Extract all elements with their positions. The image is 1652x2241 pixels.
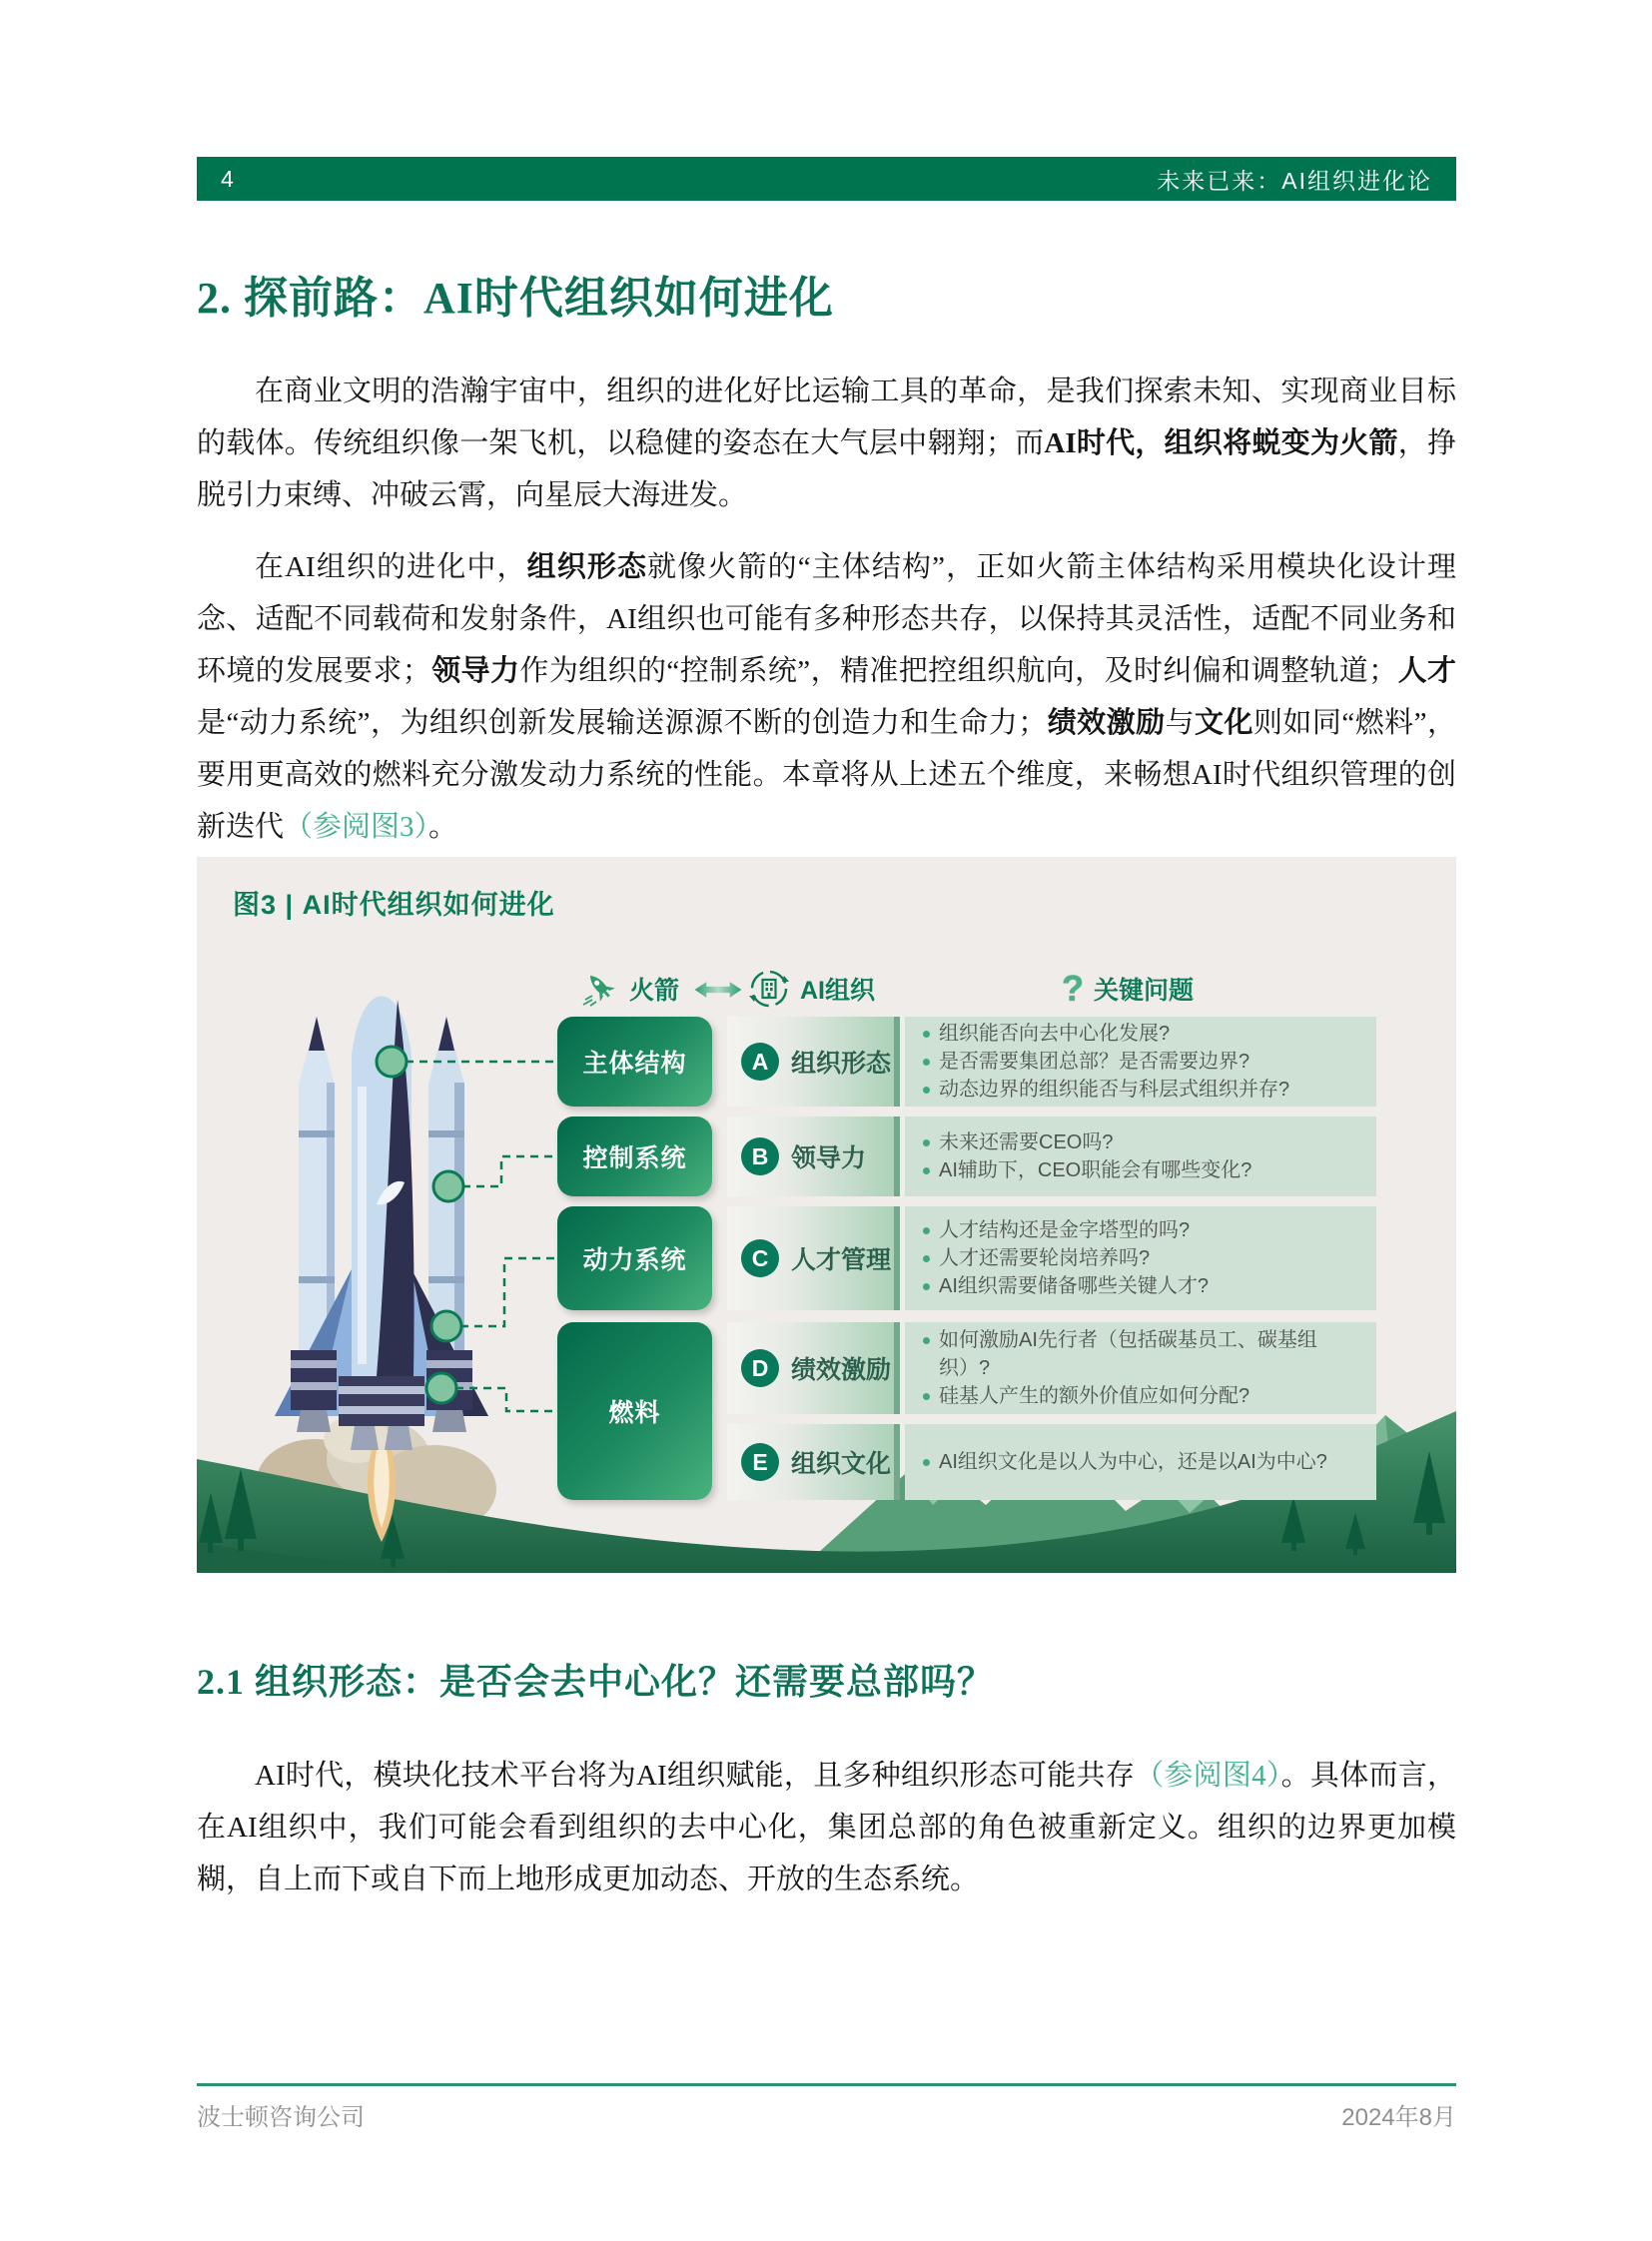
footer-date: 2024年8月 <box>1341 2104 1456 2131</box>
question-item: 如何激励AI先行者（包括碳基员工、碳基组织）? <box>923 1326 1364 1382</box>
double-arrow-icon <box>693 978 743 1002</box>
aspect-cell-incentives <box>727 1322 900 1414</box>
part-label: 燃料 <box>608 1399 661 1427</box>
part-box-body-structure <box>557 1017 712 1107</box>
section-title: 2. 探前路：AI时代组织如何进化 <box>197 274 834 323</box>
text-segment: 组织形态 <box>526 551 648 583</box>
aspect-label: 组织文化 <box>791 1450 892 1478</box>
page-number: 4 <box>221 165 234 192</box>
paragraph-1 <box>197 366 1456 521</box>
aspect-cell-culture <box>727 1424 900 1500</box>
question-mark-icon: ? <box>1062 968 1084 1009</box>
letter-badge: A <box>741 1043 779 1081</box>
question-item: 是否需要集团总部？是否需要边界? <box>923 1048 1364 1076</box>
legend-ai-org-label: AI组织 <box>800 977 876 1005</box>
text-segment: 。 <box>428 811 458 843</box>
text-segment: AI时代，组织将蜕变为火箭 <box>1044 427 1398 459</box>
question-item: AI组织需要储备哪些关键人才? <box>923 1272 1364 1300</box>
header-bar <box>197 157 1456 201</box>
text-segment: AI时代，模块化技术平台将为AI组织赋能，且多种组织形态可能共存 <box>255 1760 1136 1792</box>
aspect-cell-talent <box>727 1206 900 1310</box>
question-item: AI组织文化是以人为中心，还是以AI为中心? <box>923 1448 1364 1476</box>
aspect-label: 绩效激励 <box>791 1356 892 1384</box>
text-segment: 与 <box>1165 707 1196 739</box>
question-item: 动态边界的组织能否与科层式组织并存? <box>923 1076 1364 1104</box>
part-box-control-system <box>557 1117 712 1196</box>
text-segment: 文化 <box>1195 707 1253 739</box>
text-segment: ，挣脱引力束缚、冲破云霄，向星辰大海进发。 <box>197 427 1456 511</box>
question-list <box>923 1020 1364 1104</box>
header-title: 未来已来：AI组织进化论 <box>1157 167 1432 194</box>
questions-cell-culture <box>905 1424 1376 1500</box>
question-list <box>923 1326 1364 1410</box>
legend-rocket-label: 火箭 <box>629 977 680 1005</box>
legend-rocket <box>581 967 679 1011</box>
part-label: 控制系统 <box>582 1144 687 1172</box>
question-list <box>923 1216 1364 1300</box>
figure-ref-link[interactable]: （参阅图4） <box>1135 1760 1281 1792</box>
aspect-label: 组织形态 <box>791 1050 892 1078</box>
question-item: 人才结构还是金字塔型的吗? <box>923 1216 1364 1244</box>
part-label: 动力系统 <box>582 1246 687 1274</box>
footer-divider <box>197 2083 1456 2086</box>
questions-cell-leadership <box>905 1117 1376 1196</box>
question-item: 组织能否向去中心化发展? <box>923 1020 1364 1048</box>
text-segment: 绩效激励 <box>1047 707 1166 739</box>
rocket-illustration <box>227 955 536 1544</box>
subsection-title: 2.1 组织形态：是否会去中心化？还需要总部吗？ <box>197 1662 995 1702</box>
legend-key-questions-label: 关键问题 <box>1094 977 1195 1005</box>
text-segment: 在商业文明的浩瀚宇宙中，组织的进化好比运输工具的革命，是我们探索未知、实现商业目标的载体。传统组织像一架飞机，以稳健的姿态在大气层中翱翔；而 <box>197 375 1456 459</box>
text-segment: 则如同“燃料”，要用更高效的燃料充分激发动力系统的性能。本章将从上述五个维度，来畅想AI时代组织管理的创新迭代 <box>197 707 1456 843</box>
rocket-icon <box>581 970 619 1008</box>
aspect-label: 人才管理 <box>791 1246 892 1274</box>
questions-cell-org-form <box>905 1017 1376 1107</box>
questions-cell-talent <box>905 1206 1376 1310</box>
text-segment: 人才 <box>1397 655 1456 687</box>
org-cycle-icon <box>748 968 790 1010</box>
letter-badge: B <box>741 1137 779 1175</box>
legend-ai-org <box>748 967 875 1011</box>
figure-ref-link[interactable]: （参阅图3） <box>284 811 429 843</box>
letter-badge: E <box>741 1443 779 1481</box>
footer-company: 波士顿咨询公司 <box>197 2104 365 2131</box>
text-segment: 领导力 <box>430 655 520 687</box>
footer <box>197 2097 1456 2132</box>
question-item: 未来还需要CEO吗? <box>923 1128 1364 1156</box>
text-segment: 就像火箭的“主体结构”，正如火箭主体结构采用模块化设计理念、适配不同载荷和发射条件，AI组织也可能有多种形态共存，以保持其灵活性，适配不同业务和环境的发展要求； <box>197 551 1456 687</box>
letter-badge: D <box>741 1349 779 1387</box>
part-box-power-system <box>557 1206 712 1310</box>
aspect-cell-leadership <box>727 1117 900 1196</box>
questions-cell-incentives <box>905 1322 1376 1414</box>
figure-3 <box>197 857 1456 1573</box>
aspect-cell-org-form <box>727 1017 900 1107</box>
question-item: AI辅助下，CEO职能会有哪些变化? <box>923 1156 1364 1184</box>
text-segment: 作为组织的“控制系统”，精准把控组织航向，及时纠偏和调整轨道； <box>519 655 1398 687</box>
question-list <box>923 1128 1364 1184</box>
part-box-fuel <box>557 1322 712 1500</box>
paragraph-2 <box>197 541 1456 853</box>
question-list <box>923 1448 1364 1476</box>
question-item: 人才还需要轮岗培养吗? <box>923 1244 1364 1272</box>
letter-badge: C <box>741 1239 779 1277</box>
part-label: 主体结构 <box>582 1050 687 1078</box>
aspect-label: 领导力 <box>791 1144 867 1172</box>
legend-key-questions <box>1062 967 1194 1011</box>
text-segment: 是“动力系统”，为组织创新发展输送源源不断的创造力和生命力； <box>197 707 1048 739</box>
paragraph-3 <box>197 1750 1456 1905</box>
question-item: 硅基人产生的额外价值应如何分配? <box>923 1382 1364 1410</box>
text-segment: 。具体而言，在AI组织中，我们可能会看到组织的去中心化，集团总部的角色被重新定义。组织的边界更加模糊，自上而下或自下而上地形成更加动态、开放的生态系统。 <box>197 1760 1456 1895</box>
text-segment: 在AI组织的进化中， <box>255 551 527 583</box>
figure-title: 图3 | AI时代组织如何进化 <box>233 890 555 920</box>
